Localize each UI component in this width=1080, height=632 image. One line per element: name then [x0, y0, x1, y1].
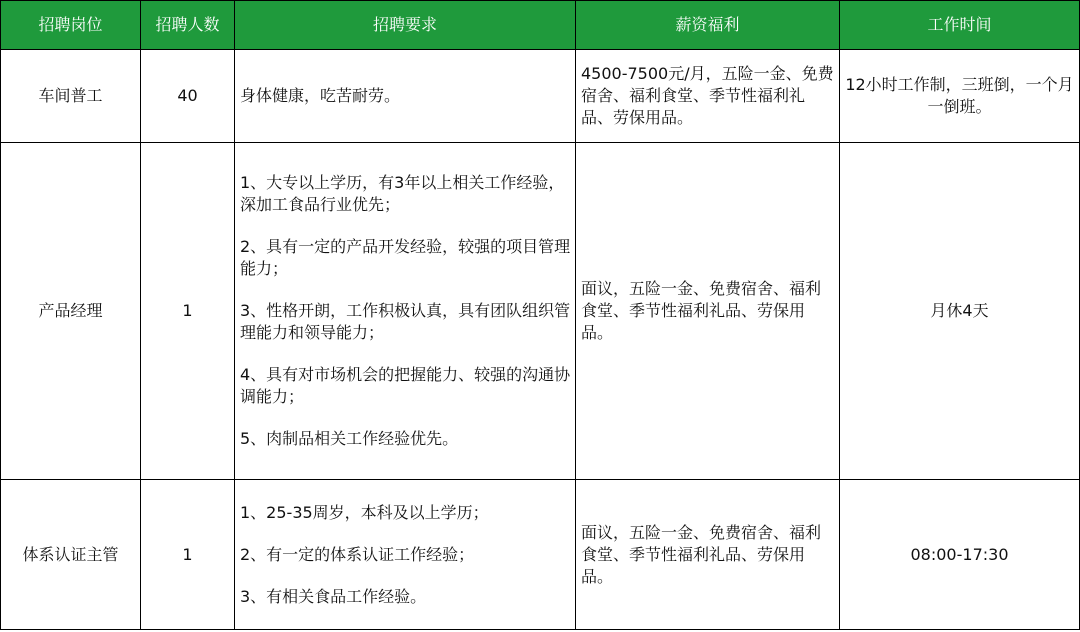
header-count: 招聘人数: [141, 1, 235, 50]
table-row: [1, 50, 1080, 143]
requirements-cell: [235, 480, 576, 630]
requirement-item: 5、肉制品相关工作经验优先。: [240, 429, 459, 448]
header-requirements: 招聘要求: [235, 1, 576, 50]
header-row: [1, 1, 1080, 50]
count-cell: 1: [141, 143, 235, 480]
hours-cell: 月休4天: [840, 143, 1080, 480]
requirement-item: 3、有相关食品工作经验。: [240, 586, 427, 606]
requirement-item: 2、具有一定的产品开发经验，较强的项目管理能力；: [240, 237, 571, 278]
benefits-cell: 面议，五险一金、免费宿舍、福利食堂、季节性福利礼品、劳保用品。: [576, 480, 840, 630]
header-benefits: 薪资福利: [576, 1, 840, 50]
requirement-item: 2、有一定的体系认证工作经验；: [240, 544, 475, 564]
requirement-item: 4、具有对市场机会的把握能力、较强的沟通协调能力；: [240, 365, 571, 406]
table-row: [1, 480, 1080, 630]
position-cell: 体系认证主管: [1, 480, 141, 630]
position-cell: 车间普工: [1, 50, 141, 143]
requirement-item: 1、25-35周岁，本科及以上学历；: [240, 502, 489, 522]
requirement-item: 身体健康，吃苦耐劳。: [240, 86, 401, 105]
requirements-cell: [235, 50, 576, 143]
requirements-cell: [235, 143, 576, 480]
hours-cell: 12小时工作制，三班倒，一个月一倒班。: [840, 50, 1080, 143]
count-cell: 1: [141, 480, 235, 630]
table-row: [1, 143, 1080, 480]
requirement-item: 3、性格开朗，工作积极认真，具有团队组织管理能力和领导能力；: [240, 301, 571, 342]
hours-cell: 08:00-17:30: [840, 480, 1080, 630]
benefits-cell: 面议，五险一金、免费宿舍、福利食堂、季节性福利礼品、劳保用品。: [576, 143, 840, 480]
header-position: 招聘岗位: [1, 1, 141, 50]
benefits-cell: 4500-7500元/月，五险一金、免费宿舍、福利食堂、季节性福利礼品、劳保用品。: [576, 50, 840, 143]
count-cell: 40: [141, 50, 235, 143]
position-cell: 产品经理: [1, 143, 141, 480]
requirement-item: 1、大专以上学历，有3年以上相关工作经验，深加工食品行业优先；: [240, 173, 565, 214]
header-hours: 工作时间: [840, 1, 1080, 50]
